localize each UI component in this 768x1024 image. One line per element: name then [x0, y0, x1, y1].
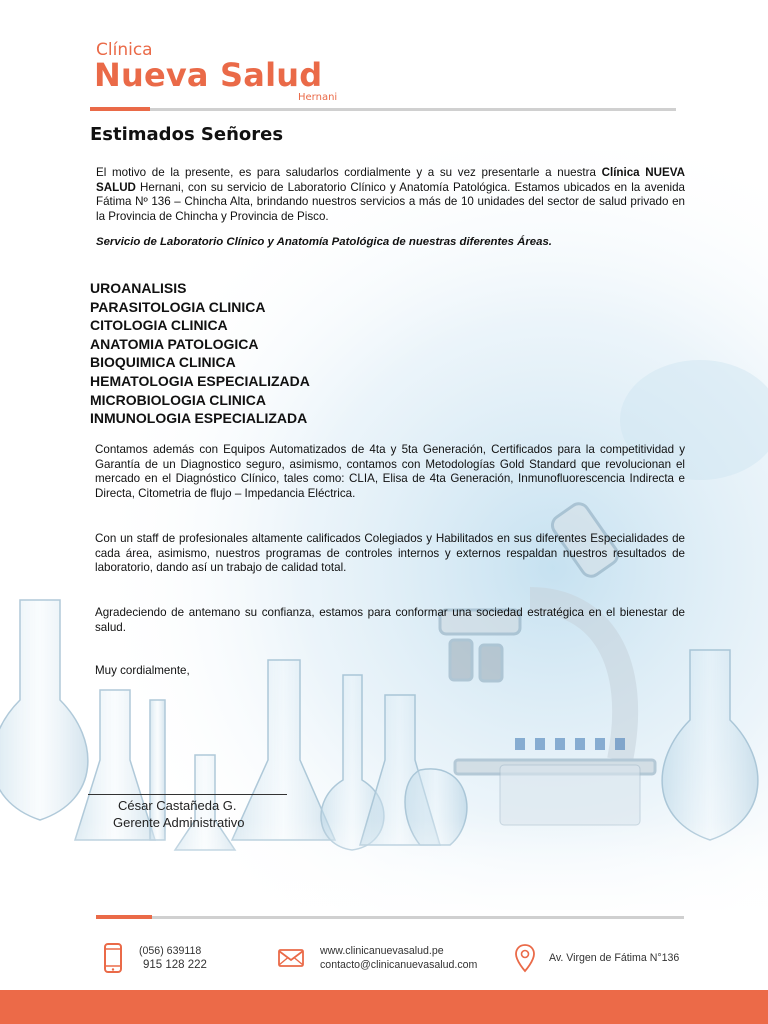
service-item: BIOQUIMICA CLINICA: [90, 354, 236, 371]
header-divider: [90, 108, 676, 111]
website-link[interactable]: www.clinicanuevasalud.pe: [320, 945, 444, 957]
closing-text: Muy cordialmente,: [95, 664, 190, 677]
service-item: HEMATOLOGIA ESPECIALIZADA: [90, 372, 310, 389]
service-item: PARASITOLOGIA CLINICA: [90, 298, 266, 315]
intro-paragraph: [96, 166, 685, 224]
services-list: [90, 279, 310, 428]
service-item: ANATOMIA PATOLOGICA: [90, 335, 259, 352]
signer-name: César Castañeda G.: [118, 798, 237, 813]
header-divider-accent: [90, 107, 150, 111]
equipment-paragraph: Contamos además con Equipos Automatizados de 4ta y 5ta Generación, Certificados para la competitividad y Garantía de un Diagnostico seguro, asimismo, contamos con Metodologías Gold Standard que revolucionan el mercado en el Diagnóstico Clínico, tales como: CLIA, Elisa de 4ta Generación, Inmunofluorescencia Indirecta e Directa, Citometria de flujo – Impedancia Eléctrica.: [95, 443, 685, 500]
phone-icon: [103, 942, 123, 974]
service-item: UROANALISIS: [90, 280, 187, 296]
footer-divider-accent: [96, 915, 152, 919]
email-link[interactable]: contacto@clinicanuevasalud.com: [320, 959, 478, 971]
footer-divider: [96, 916, 684, 919]
thanks-paragraph: Agradeciendo de antemano su confianza, estamos para conformar una sociedad estratégica en el bienestar de salud.: [95, 606, 685, 634]
service-item: INMUNOLOGIA ESPECIALIZADA: [90, 410, 308, 427]
intro-text-start: El motivo de la presente, es para saludarlos cordialmente y a su vez presentarle a nuestra: [96, 166, 602, 179]
intro-text-end: Hernani, con su servicio de Laboratorio Clínico y Anatomía Patológica. Estamos ubicados en la avenida Fátima Nº 136 – Chincha Alta, brindando nuestros servicios a más de 10 unidades del sector de salud privado en la Provincia de Chincha y Provincia de Pisco.: [96, 180, 685, 223]
signer-role: Gerente Administrativo: [113, 815, 245, 830]
logo-brand-name: Nueva Salud: [94, 56, 323, 94]
location-pin-icon: [514, 943, 536, 973]
service-item: MICROBIOLOGIA CLINICA: [90, 391, 267, 408]
letter-salutation: Estimados Señores: [90, 124, 284, 145]
logo-location-text: Hernani: [298, 92, 338, 103]
signature-line: [88, 794, 287, 795]
mail-icon: [278, 948, 304, 968]
logo-clinica-text: Clínica: [96, 40, 153, 60]
staff-paragraph: Con un staff de profesionales altamente calificados Colegiados y Habilitados en sus diferentes Especialidades de cada área, asimismo, nuestros programas de controles internos y externos respaldan nuestros resultados de laboratorio, dando así un trabajo de calidad total.: [95, 532, 685, 575]
services-heading: Servicio de Laboratorio Clínico y Anatomía Patológica de nuestras diferentes Áreas.: [96, 236, 552, 248]
phone-landline: (056) 639118: [139, 945, 202, 957]
phone-mobile: 915 128 222: [143, 959, 207, 971]
footer-accent-bar: [0, 990, 768, 1024]
service-item: CITOLOGIA CLINICA: [90, 317, 228, 334]
intro-clinic-name: Clínica NUEVA SALUD: [96, 166, 685, 194]
address-text: Av. Virgen de Fátima N°136: [549, 952, 680, 964]
